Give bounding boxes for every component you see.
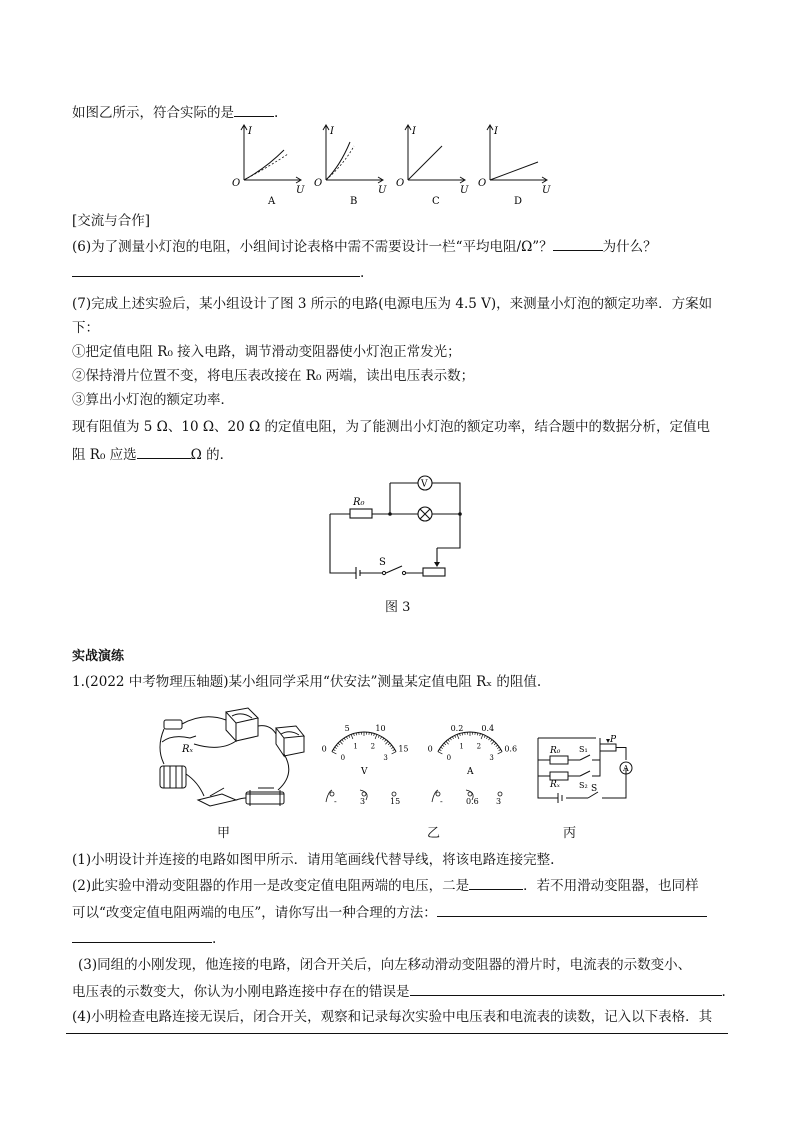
dial-tick: [484, 735, 485, 737]
dial-tick: [338, 743, 340, 745]
answer-blank[interactable]: [469, 875, 523, 890]
answer-blank[interactable]: [72, 262, 360, 277]
dial-tick: [444, 743, 446, 745]
iu-curve: [490, 162, 538, 180]
dial-inner-label: 3: [383, 754, 388, 763]
dial-tick: [349, 735, 350, 737]
dial-tick: [391, 747, 393, 748]
dial-tick: [486, 737, 487, 739]
slider-p-label: P: [610, 735, 617, 745]
rx-label: Rₓ: [550, 780, 560, 790]
switch-label: S: [379, 557, 386, 568]
ammeter-dial: [420, 722, 524, 810]
practice-question-1-part3b: 电压表的示数变大，你认为小刚电路连接中存在的错误是 .: [72, 981, 726, 1001]
i-axis-label: I: [330, 126, 334, 137]
dial-tick: [441, 747, 443, 748]
practice-question-1: 1.(2022 中考物理压轴题)某小组同学采用“伏安法”测量某定值电阻 Rₓ 的阻值.: [72, 674, 542, 690]
terminal-label: 0.6: [466, 797, 479, 806]
graph-option-label: B: [350, 196, 358, 207]
dial-inner-label: 2: [476, 742, 482, 751]
dial-tick: [388, 743, 390, 745]
slider-arrow: [434, 562, 440, 567]
u-axis: [408, 177, 465, 183]
ammeter-label: A: [623, 764, 629, 773]
terminal-post: [498, 792, 502, 796]
terminal-label: -: [334, 797, 337, 806]
origin-label: O: [232, 178, 241, 189]
terminal-post: [392, 792, 396, 796]
question-6-reason: .: [72, 262, 364, 282]
dial-tick: [383, 738, 384, 740]
step-1: ①把定值电阻 R₀ 接入电路，调节滑动变阻器使小灯泡正常发光；: [72, 344, 461, 360]
dial-inner-label: 0: [446, 754, 452, 763]
dial-inner-label: 1: [459, 742, 464, 751]
dial-tick: [457, 734, 459, 739]
dial-inner-label: 1: [353, 742, 358, 751]
origin-label: O: [478, 178, 487, 189]
dial-tick: [491, 741, 494, 744]
apparatus-figure-jia: [150, 704, 305, 816]
terminal-post: [330, 792, 334, 796]
practice-question-1-part2c: .: [72, 928, 216, 948]
i-axis-label: I: [494, 126, 498, 137]
dial-tick: [450, 738, 451, 740]
i-axis-label: I: [412, 126, 416, 137]
u-axis-label: U: [378, 185, 387, 196]
dial-inner-label: 3: [489, 754, 494, 763]
dial-tick: [385, 740, 387, 742]
dial-tick: [354, 734, 355, 736]
figure-jia-label: 甲: [217, 826, 231, 841]
dial-tick: [385, 741, 388, 744]
circuit-figure-3: [320, 472, 470, 582]
dial-inner-label: 0: [340, 754, 346, 763]
dial-tick: [351, 734, 353, 739]
dial-tick: [374, 734, 375, 736]
u-axis-label: U: [460, 185, 469, 196]
r0-label: R₀: [353, 497, 365, 508]
dial-tick: [333, 749, 335, 750]
dial-tick: [489, 738, 490, 740]
rx-label: Rₓ: [182, 744, 194, 755]
s2-label: S₂: [579, 781, 588, 790]
dial-tick: [392, 752, 396, 754]
dial-outer-label: 0: [427, 744, 433, 754]
s-label: S: [591, 784, 598, 794]
origin-label: O: [396, 178, 405, 189]
iu-curve: [326, 142, 350, 180]
i-axis-label: I: [248, 126, 252, 137]
section-exchange: [交流与合作]: [72, 213, 151, 229]
i-axis: [405, 125, 411, 180]
dial-tick: [342, 740, 344, 742]
iu-graph-a: [232, 125, 305, 207]
dial-tick: [335, 747, 337, 748]
origin-label: O: [314, 178, 323, 189]
dial-tick: [455, 735, 456, 737]
figure-yi-label: 乙: [427, 826, 441, 841]
practice-question-1-part2b: 可以“改变定值电阻两端的电压”，请你写出一种合理的方法：: [72, 902, 707, 922]
dial-outer-label: 15: [398, 744, 409, 754]
dial-tick: [340, 741, 343, 744]
dial-outer-label: 0.6: [504, 744, 518, 754]
iu-graph-b: [314, 125, 387, 207]
voltmeter-dial: [314, 722, 418, 810]
u-axis-label: U: [296, 185, 305, 196]
iu-graphs: [230, 118, 570, 210]
dial-tick: [390, 745, 392, 747]
dial-tick: [480, 734, 481, 736]
answer-blank[interactable]: [410, 981, 722, 996]
answer-blank[interactable]: [553, 236, 603, 251]
dial-tick: [378, 735, 379, 737]
question-7-line3: 现有阻值为 5 Ω、10 Ω、20 Ω 的定值电阻，为了能测出小灯泡的额定功率，结合题中的数据分析，定值电: [72, 419, 710, 435]
circuit-figure-bing: [530, 730, 635, 806]
dial-outer-label: 10: [375, 723, 386, 733]
s1-label: S₁: [579, 745, 588, 754]
u-axis: [244, 177, 301, 183]
answer-blank[interactable]: [437, 902, 707, 917]
terminal-post: [436, 792, 440, 796]
practice-question-1-part4: (4)小明检查电路连接无误后，闭合开关，观察和记录每次实验中电压表和电流表的读数，记入以下表格．其: [72, 1009, 713, 1025]
voltmeter-label: V: [421, 479, 428, 490]
dial-tick: [481, 734, 483, 739]
i-axis: [487, 125, 493, 180]
figure-bing-label: 丙: [563, 826, 577, 841]
graph-option-label: C: [432, 196, 440, 207]
dial-tick: [496, 745, 498, 747]
answer-blank[interactable]: [72, 928, 212, 943]
figure-3-caption: 图 3: [385, 600, 411, 615]
dial-inner-label: 2: [370, 742, 376, 751]
answer-blank[interactable]: [234, 102, 274, 117]
step-2: ②保持滑片位置不变，将电压表改接在 R₀ 两端，读出电压表示数；: [72, 368, 475, 384]
u-axis: [326, 177, 383, 183]
dial-tick: [494, 743, 496, 745]
dial-tick: [346, 737, 347, 739]
iu-graph-c: [396, 125, 469, 207]
dial-tick: [499, 749, 501, 750]
practice-title: 实战演练: [72, 649, 125, 664]
graph-option-label: D: [514, 196, 523, 207]
question-7-line4: 阻 R₀ 应选 Ω 的．: [72, 444, 233, 464]
terminal-label: 15: [390, 797, 401, 806]
page-rule: [66, 1033, 728, 1034]
answer-blank[interactable]: [137, 444, 191, 459]
dial-tick: [393, 749, 395, 750]
practice-question-1-part3: (3)同组的小刚发现，他连接的电路，闭合开关后，向左移动滑动变阻器的滑片时，电流表的示数变小、: [78, 957, 692, 973]
iu-curve: [408, 146, 442, 180]
r0-label: R₀: [550, 746, 561, 756]
question-7-line1: (7)完成上述实验后，某小组设计了图 3 所示的电路(电源电压为 4.5 V)，来测量小灯泡的额定功率．方案如: [72, 296, 713, 312]
iu-curve: [244, 150, 284, 180]
dial-tick: [491, 740, 493, 742]
iu-graph-d: [478, 125, 551, 207]
practice-question-1-part2: (2)此实验中滑动变阻器的作用一是改变定值电阻两端的电压，二是 ．若不用滑动变阻器，也同样: [72, 875, 699, 895]
dial-outer-label: 5: [344, 723, 350, 733]
question-6: (6)为了测量小灯泡的电阻，小组间讨论表格中需不需要设计一栏“平均电阻/Ω”？ 为什么？: [72, 236, 657, 256]
dial-outer-label: 0: [321, 744, 327, 754]
step-3: ③算出小灯泡的额定功率．: [72, 392, 234, 408]
u-axis: [490, 177, 547, 183]
u-axis-label: U: [542, 185, 551, 196]
dial-tick: [438, 752, 442, 754]
dial-tick: [344, 738, 345, 740]
dial-tick: [439, 749, 441, 750]
dial-tick: [448, 740, 450, 742]
terminal-label: -: [440, 797, 443, 806]
terminal-label: 3: [360, 797, 366, 806]
dial-outer-label: 0.4: [481, 723, 495, 733]
practice-question-1-part1: (1)小明设计并连接的电路如图甲所示．请用笔画线代替导线，将该电路连接完整.: [72, 852, 555, 868]
dial-tick: [380, 737, 381, 739]
terminal-label: 3: [496, 797, 502, 806]
dial-tick: [497, 747, 499, 748]
dial-tick: [460, 734, 461, 736]
dial-tick: [332, 752, 336, 754]
dial-tick: [336, 745, 338, 747]
graph-option-label: A: [268, 196, 276, 207]
i-axis: [241, 125, 247, 180]
question-line: 如图乙所示，符合实际的是 .: [72, 102, 278, 122]
dial-tick: [375, 734, 377, 739]
dial-outer-label: 0.2: [450, 723, 464, 733]
dial-tick: [442, 745, 444, 747]
dial-tick: [498, 752, 502, 754]
meter-unit-label: V: [361, 767, 368, 777]
dial-tick: [446, 741, 449, 744]
dial-tick: [452, 737, 453, 739]
i-axis: [323, 125, 329, 180]
meter-unit-label: A: [467, 767, 474, 777]
question-7-line2: 下：: [72, 320, 99, 336]
